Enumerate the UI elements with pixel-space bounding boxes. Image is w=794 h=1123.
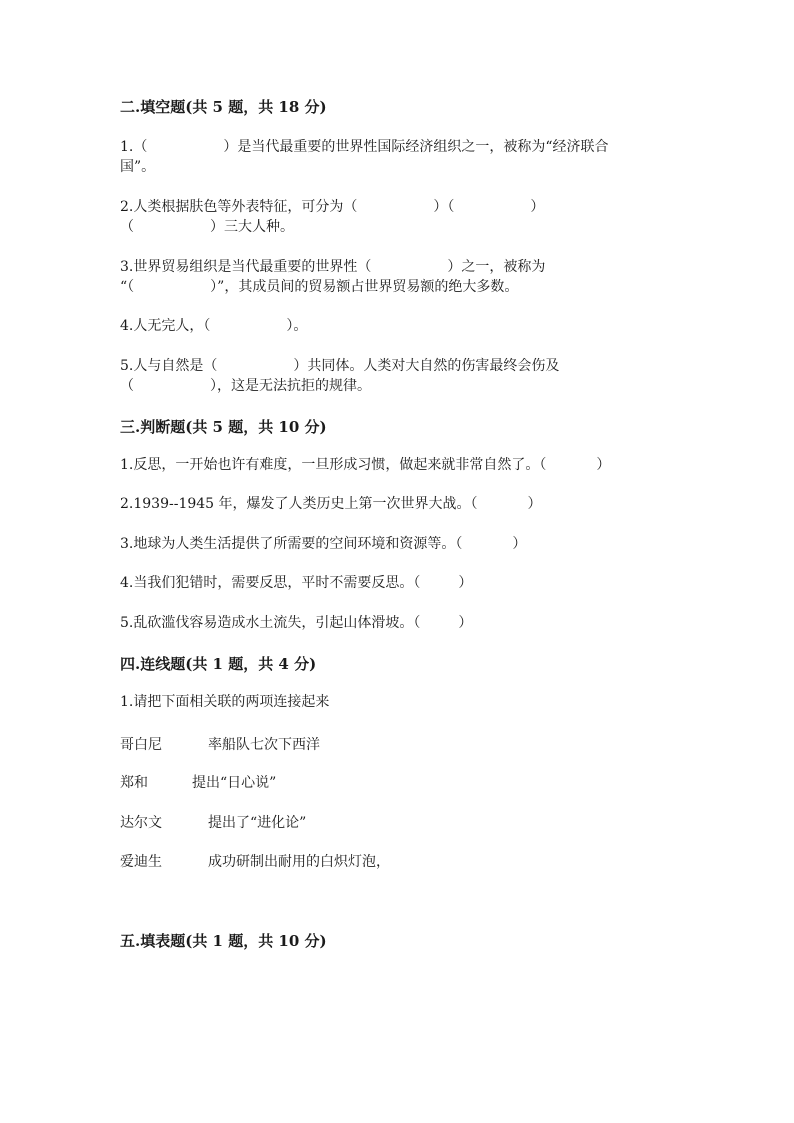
blank-close: ） bbox=[527, 496, 542, 512]
match-right-item[interactable]: 成功研制出耐用的白炽灯泡， bbox=[208, 854, 390, 870]
question-text: 人无完人， bbox=[133, 318, 204, 334]
section-title-fill-blank: 二.填空题(共 5 题，共 18 分) bbox=[120, 98, 327, 116]
question-text: 人与自然是 bbox=[133, 358, 204, 374]
section-title-matching: 四.连线题(共 1 题，共 4 分) bbox=[120, 655, 317, 673]
blank-close: ） bbox=[433, 199, 448, 215]
blank-close: ） bbox=[447, 259, 462, 275]
section-title-fill-table: 五.填表题(共 1 题，共 10 分) bbox=[120, 932, 327, 950]
question-2-1 bbox=[120, 137, 609, 157]
quote-open: “ bbox=[120, 279, 128, 295]
question-number: 4. bbox=[120, 575, 134, 591]
blank-open: （ bbox=[413, 575, 421, 591]
question-text: 是当代最重要的世界性国际经济组织之一，被称为“经济联合 bbox=[237, 139, 609, 155]
match-left-item[interactable]: 郑和 bbox=[120, 775, 148, 791]
question-text: 反思，一开始也许有难度，一旦形成习惯，做起来就非常自然了。 bbox=[133, 457, 540, 473]
question-3-4 bbox=[120, 573, 472, 593]
question-text: 世界贸易组织是当代最重要的世界性 bbox=[133, 259, 358, 275]
match-right-item[interactable]: 提出了“进化论” bbox=[208, 815, 307, 831]
blank-open: （ bbox=[127, 279, 135, 295]
question-3-2 bbox=[120, 494, 542, 514]
blank-open: （ bbox=[470, 496, 478, 512]
match-right-item[interactable]: 率船队七次下西洋 bbox=[208, 737, 320, 753]
blank-close: ） bbox=[210, 279, 218, 295]
question-text: 共同体。人类对大自然的伤害最终会伤及 bbox=[307, 358, 560, 374]
question-text: 人类根据肤色等外表特征，可分为 bbox=[133, 199, 344, 215]
question-2-3 bbox=[120, 257, 545, 277]
blank-close: ） bbox=[210, 219, 224, 235]
question-2-2-cont bbox=[120, 217, 294, 237]
matching-prompt: 1.请把下面相关联的两项连接起来 bbox=[120, 694, 330, 710]
question-number: 1. bbox=[120, 457, 134, 473]
question-text: 乱砍滥伐容易造成水土流失，引起山体滑坡。 bbox=[133, 615, 414, 631]
question-2-1-cont: 国”。 bbox=[120, 159, 156, 175]
question-text: 三大人种。 bbox=[224, 219, 294, 235]
question-text: 之一，被称为 bbox=[461, 259, 546, 275]
question-text: 。 bbox=[293, 318, 308, 334]
question-text: ，这是无法抗拒的规律。 bbox=[217, 378, 371, 394]
quote-close: ” bbox=[217, 279, 225, 295]
blank-close: ） bbox=[223, 139, 238, 155]
question-2-4 bbox=[120, 316, 307, 336]
blank-open: （ bbox=[413, 615, 421, 631]
question-2-3-cont bbox=[120, 277, 518, 297]
match-left-item[interactable]: 哥白尼 bbox=[120, 737, 162, 753]
blank-close: ） bbox=[286, 318, 294, 334]
blank-open: （ bbox=[357, 259, 372, 275]
question-number: 5. bbox=[120, 358, 134, 374]
blank-open: （ bbox=[539, 457, 547, 473]
question-number: 2. bbox=[120, 496, 134, 512]
blank-close: ） bbox=[293, 358, 308, 374]
question-number: 5. bbox=[120, 615, 134, 631]
blank-close: ） bbox=[210, 378, 217, 394]
question-text: 1939--1945 年，爆发了人类历史上第一次世界大战。 bbox=[133, 496, 471, 512]
question-number: 1. bbox=[120, 139, 134, 155]
question-number: 2. bbox=[120, 199, 134, 215]
blank-open: （ bbox=[343, 199, 358, 215]
blank-open: （ bbox=[203, 358, 218, 374]
question-number: 3. bbox=[120, 259, 134, 275]
section-title-true-false: 三.判断题(共 5 题，共 10 分) bbox=[120, 418, 327, 436]
question-2-5-cont bbox=[120, 376, 371, 396]
question-text: 地球为人类生活提供了所需要的空间环境和资源等。 bbox=[133, 536, 456, 552]
match-left-item[interactable]: 爱迪生 bbox=[120, 854, 162, 870]
question-text: 当我们犯错时，需要反思，平时不需要反思。 bbox=[133, 575, 414, 591]
question-number: 4. bbox=[120, 318, 134, 334]
blank-open: （ bbox=[447, 199, 455, 215]
blank-open: （ bbox=[455, 536, 463, 552]
match-right-item[interactable]: 提出“日心说” bbox=[192, 775, 277, 791]
blank-open: （ bbox=[133, 139, 148, 155]
question-3-1 bbox=[120, 455, 610, 475]
blank-open: （ bbox=[120, 219, 134, 235]
question-3-3 bbox=[120, 534, 526, 554]
match-left-item[interactable]: 达尔文 bbox=[120, 815, 162, 831]
blank-open: （ bbox=[203, 318, 211, 334]
question-3-5 bbox=[120, 613, 472, 633]
blank-close: ） bbox=[458, 615, 473, 631]
question-text: ，其成员间的贸易额占世界贸易额的绝大多数。 bbox=[224, 279, 519, 295]
question-2-5 bbox=[120, 356, 559, 376]
question-number: 3. bbox=[120, 536, 134, 552]
blank-close: ） bbox=[596, 457, 611, 473]
blank-close: ） bbox=[530, 199, 545, 215]
blank-close: ） bbox=[458, 575, 473, 591]
blank-close: ） bbox=[512, 536, 527, 552]
blank-open: （ bbox=[120, 378, 134, 394]
question-2-2 bbox=[120, 197, 544, 217]
